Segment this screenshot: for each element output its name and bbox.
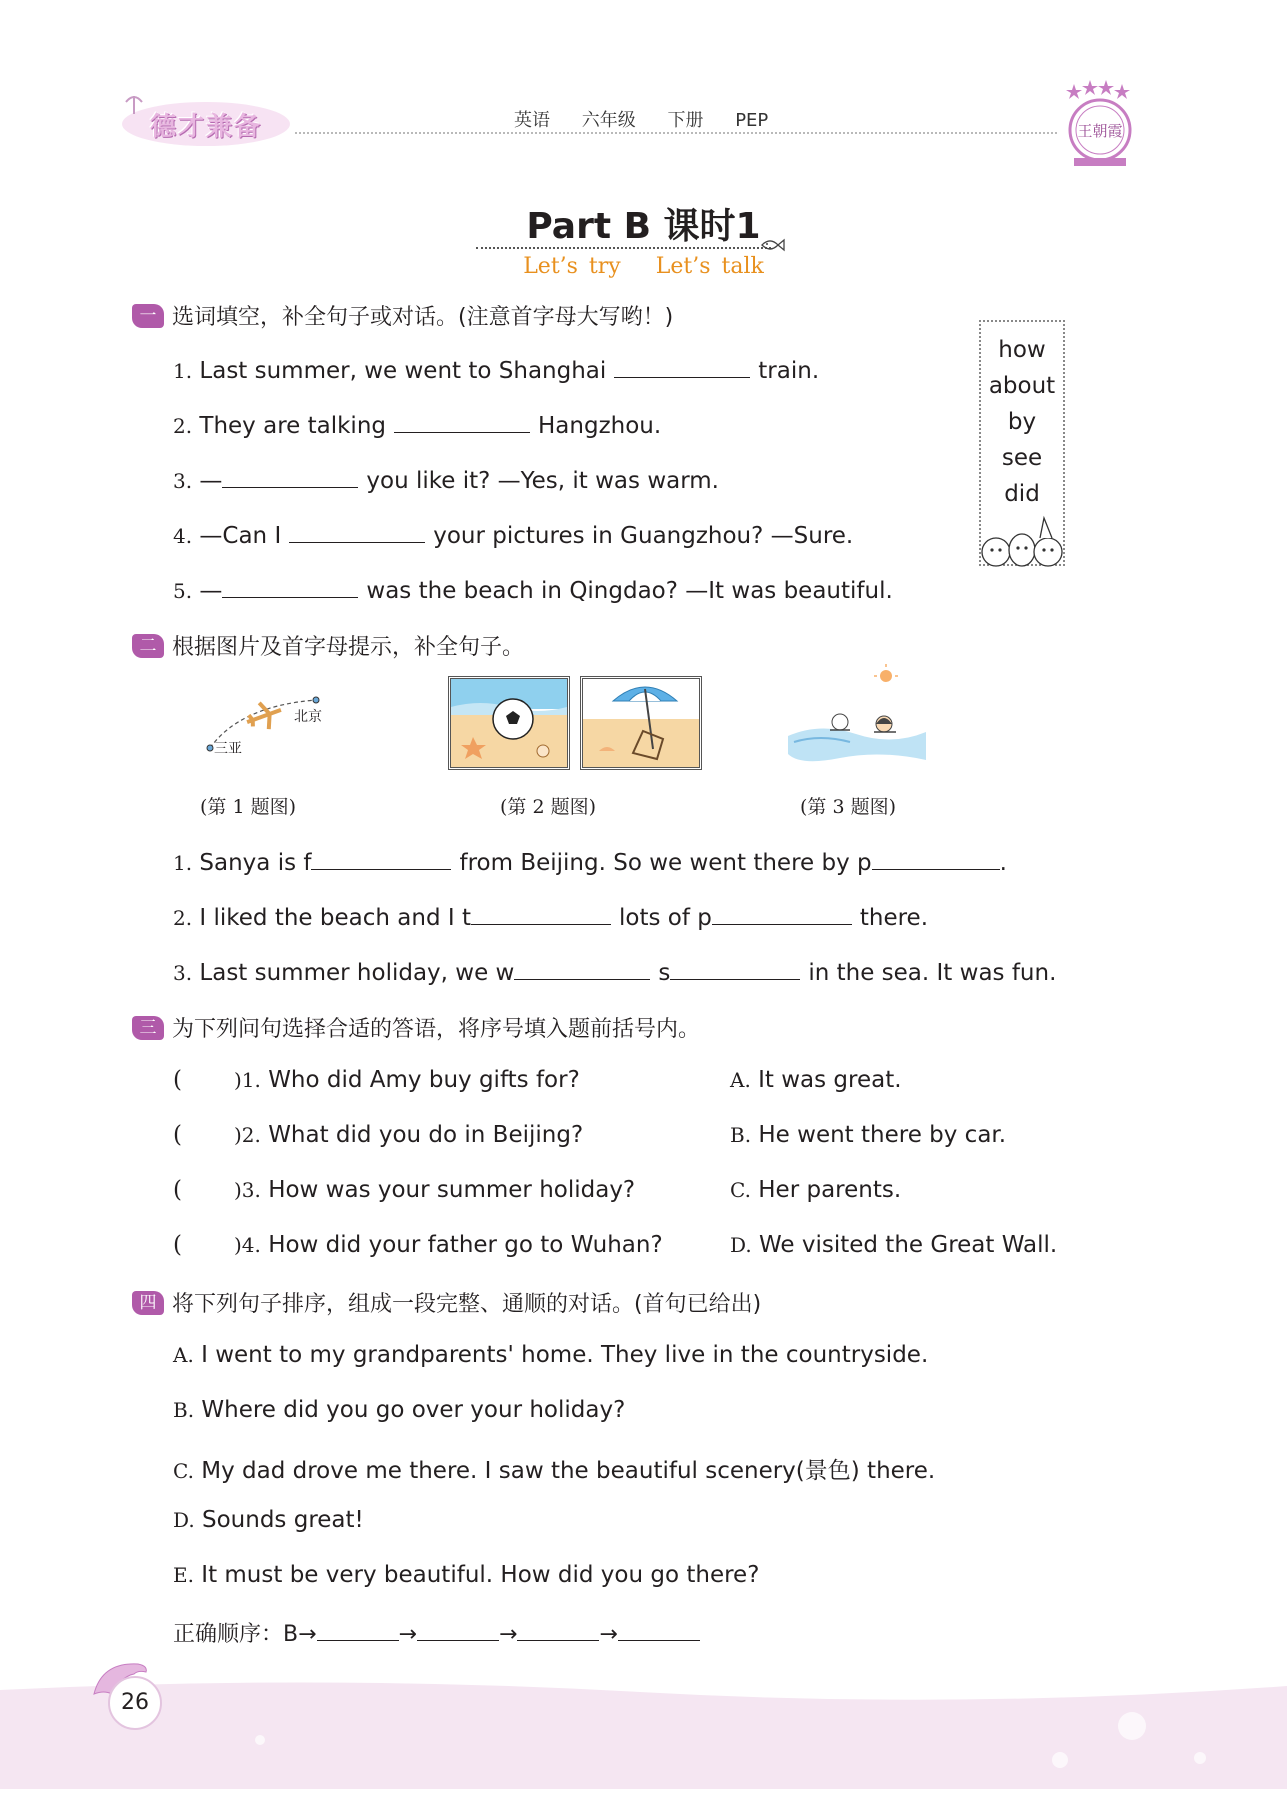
caption-2: (第 2 题图)	[500, 796, 596, 818]
word-bank-item: did	[1004, 481, 1040, 507]
section-badge: 二	[132, 634, 164, 658]
s3-question-3: ( )3. How was your summer holiday?	[173, 1177, 636, 1203]
answer-blank[interactable]	[394, 410, 530, 433]
answer-blank[interactable]	[614, 355, 750, 378]
subject: 英语	[514, 110, 550, 131]
answer-blank[interactable]	[311, 847, 451, 870]
section-badge: 三	[132, 1016, 164, 1040]
s2-item-1: 1. Sanya is f from Beijing. So we went there by p .	[173, 847, 1007, 876]
grade: 六年级	[581, 110, 636, 131]
stamp-logo	[1058, 78, 1142, 168]
order-blank[interactable]	[417, 1618, 499, 1641]
word-bank-item: how	[998, 337, 1046, 363]
answer-blank[interactable]	[471, 902, 611, 925]
section-instruction: 为下列问句选择合适的答语，将序号填入题前括号内。	[172, 1017, 701, 1042]
s3-answer-a: A. It was great.	[730, 1067, 902, 1093]
section-1-heading	[132, 300, 673, 331]
order-label: 正确顺序：B→	[173, 1622, 317, 1647]
s4-sentence-e: E. It must be very beautiful. How did you go there?	[173, 1562, 760, 1588]
title-underline	[476, 247, 771, 249]
s3-answer-d: D. We visited the Great Wall.	[730, 1232, 1058, 1258]
cartoon-animals-illustration	[978, 512, 1070, 570]
section-instruction: 根据图片及首字母提示，补全句子。	[172, 635, 525, 660]
flight-map-picture	[200, 686, 340, 756]
s3-answer-c: C. Her parents.	[730, 1177, 902, 1203]
stamp-text: 王朝霞	[1077, 122, 1123, 140]
s3-question-4: ( )4. How did your father go to Wuhan?	[173, 1232, 663, 1258]
page-number: 26	[108, 1676, 162, 1730]
brand-name: 德才兼备	[150, 112, 263, 142]
answer-blank[interactable]	[222, 465, 358, 488]
beach-ball-picture	[448, 676, 570, 770]
word-bank-item: see	[1001, 445, 1043, 471]
subtitle-lets-try: Let’s try	[523, 254, 621, 279]
word-bank-item: about	[988, 373, 1056, 399]
page-title: Part B 课时1	[526, 206, 761, 247]
header-meta	[514, 106, 782, 132]
s1-item-1: 1. Last summer, we went to Shanghai train.	[173, 355, 819, 384]
s4-sentence-c: C. My dad drove me there. I saw the beautiful scenery(景色) there.	[173, 1458, 936, 1484]
s1-item-4: 4. —Can I your pictures in Guangzhou? —Sure.	[173, 520, 853, 549]
swimming-picture	[780, 664, 930, 770]
s2-item-3: 3. Last summer holiday, we w s in the sea. It was fun.	[173, 957, 1056, 986]
section-badge: 一	[132, 304, 164, 328]
s3-question-1: ( )1. Who did Amy buy gifts for?	[173, 1067, 580, 1093]
section-badge: 四	[132, 1291, 164, 1315]
order-blank[interactable]	[317, 1618, 399, 1641]
subtitle-lets-talk: Let’s talk	[655, 254, 764, 279]
s4-sentence-a: A. I went to my grandparents' home. They live in the countryside.	[173, 1342, 929, 1368]
answer-blank[interactable]	[289, 520, 425, 543]
volume: 下册	[667, 110, 704, 131]
answer-blank[interactable]	[514, 957, 650, 980]
order-answer-row: 正确顺序：B→ → → →	[173, 1617, 700, 1648]
s4-sentence-b: B. Where did you go over your holiday?	[173, 1397, 626, 1423]
answer-blank[interactable]	[712, 902, 852, 925]
section-3-heading	[132, 1012, 700, 1043]
map-label-beijing: 北京	[294, 709, 322, 725]
caption-1: (第 1 题图)	[200, 796, 296, 818]
section-instruction: 选词填空，补全句子或对话。(注意首字母大写哟！)	[172, 305, 674, 330]
word-bank-item: by	[1007, 409, 1037, 435]
section-2-heading	[132, 630, 524, 661]
map-label-sanya: 三亚	[214, 741, 242, 757]
answer-blank[interactable]	[872, 847, 1000, 870]
s3-question-2: ( )2. What did you do in Beijing?	[173, 1122, 584, 1148]
order-blank[interactable]	[618, 1618, 700, 1641]
s1-item-3: 3. — you like it? —Yes, it was warm.	[173, 465, 719, 494]
answer-blank[interactable]	[670, 957, 800, 980]
answer-blank[interactable]	[222, 575, 358, 598]
fish-icon	[760, 236, 786, 254]
header-divider	[295, 132, 1057, 134]
edition: PEP	[735, 110, 769, 131]
footer-band	[0, 1680, 1287, 1789]
s2-item-2: 2. I liked the beach and I t lots of p there.	[173, 902, 928, 931]
section-4-heading	[132, 1287, 761, 1318]
s4-sentence-d: D. Sounds great!	[173, 1507, 364, 1533]
s1-item-2: 2. They are talking Hangzhou.	[173, 410, 661, 439]
subtitle	[0, 254, 1287, 279]
brand-logo	[116, 92, 296, 150]
s1-item-5: 5. — was the beach in Qingdao? —It was beautiful.	[173, 575, 893, 604]
caption-3: (第 3 题图)	[800, 796, 896, 818]
s3-answer-b: B. He went there by car.	[730, 1122, 1007, 1148]
order-blank[interactable]	[517, 1618, 599, 1641]
section-instruction: 将下列句子排序，组成一段完整、通顺的对话。(首句已给出)	[172, 1292, 762, 1317]
beach-umbrella-picture	[580, 676, 702, 770]
